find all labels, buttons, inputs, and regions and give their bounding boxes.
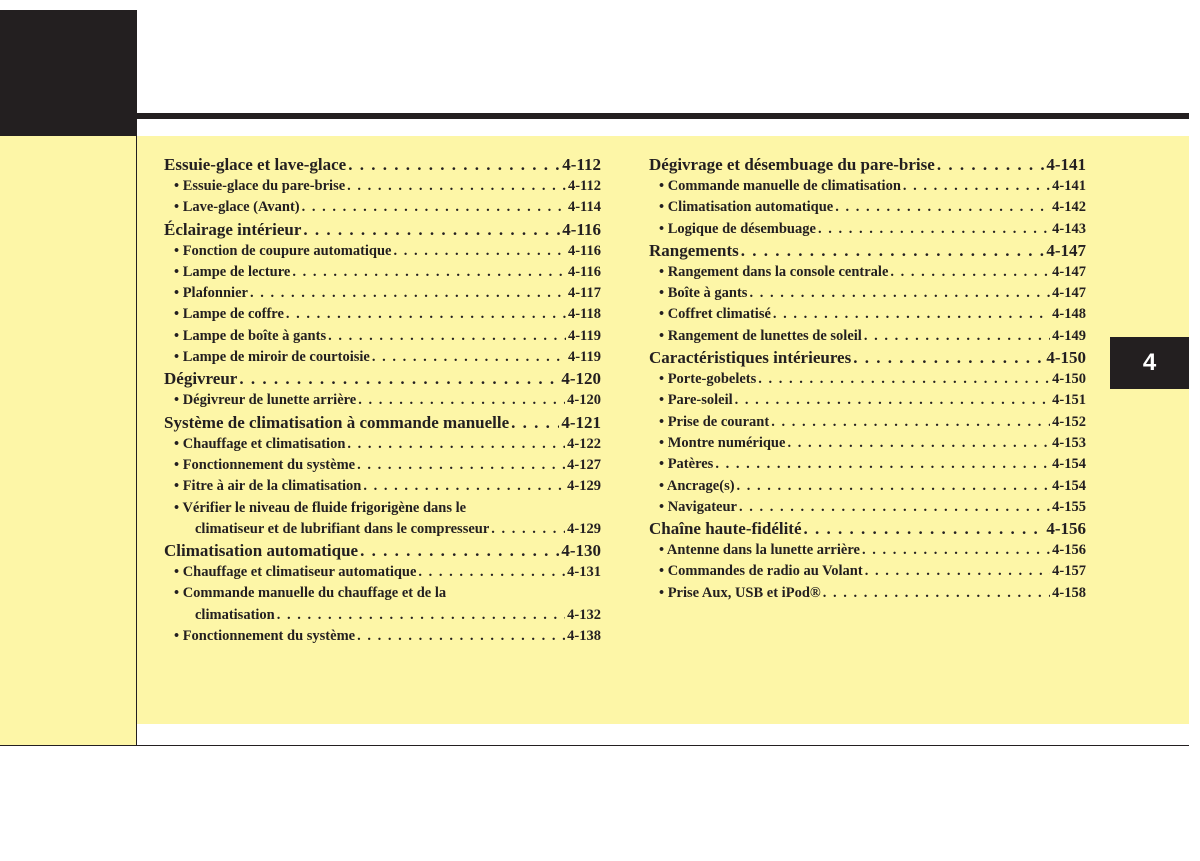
toc-entry-label: • Fonction de coupure automatique	[174, 242, 392, 259]
toc-page-number: 4-119	[567, 327, 601, 344]
toc-subentry[interactable]	[649, 326, 1086, 347]
toc-subentry[interactable]	[649, 583, 1086, 604]
toc-subentry[interactable]	[164, 519, 601, 540]
toc-page-number: 4-116	[562, 219, 601, 239]
toc-entry-label: Climatisation automatique	[164, 541, 359, 561]
toc-entry-label: • Plafonnier	[174, 285, 248, 302]
toc-entry-label: Dégivrage et désembuage du pare-brise	[649, 155, 935, 174]
toc-page-number: 4-152	[1052, 413, 1086, 430]
toc-page-number: 4-150	[1046, 348, 1086, 368]
chapter-tab[interactable]	[1110, 337, 1189, 389]
toc-entry-label: Rangements	[649, 240, 739, 260]
toc-page-number: 4-156	[1052, 542, 1086, 559]
toc-entry-label: • Commande manuelle du chauffage et de la	[174, 585, 447, 602]
toc-page-number: 4-130	[561, 541, 601, 561]
dot-leader	[418, 562, 565, 583]
margin-strip	[0, 136, 137, 746]
toc-page-number: 4-154	[1052, 477, 1086, 494]
dot-leader	[739, 497, 1050, 518]
toc-section-entry[interactable]	[164, 219, 601, 241]
dot-leader	[890, 262, 1050, 283]
dot-leader	[357, 455, 565, 476]
toc-page-number: 4-132	[567, 606, 601, 623]
toc-entry-label: • Lampe de coffre	[174, 306, 284, 323]
toc-subentry[interactable]	[649, 283, 1086, 304]
toc-subentry[interactable]	[164, 241, 601, 262]
toc-entry-label: • Pare-soleil	[659, 392, 733, 409]
toc-subentry[interactable]	[649, 390, 1086, 411]
toc-entry-label: Essuie-glace et lave-glace	[164, 155, 347, 174]
toc-page-number: 4-148	[1052, 306, 1086, 323]
toc-entry-label: • Chauffage et climatiseur automatique	[174, 564, 417, 581]
toc-page-number: 4-153	[1052, 434, 1086, 451]
toc-page-number: 4-149	[1052, 327, 1086, 344]
dot-leader	[348, 154, 560, 176]
dot-leader	[347, 176, 566, 197]
toc-subentry[interactable]	[164, 434, 601, 455]
toc-subentry[interactable]	[649, 454, 1086, 475]
toc-page-number: 4-143	[1052, 220, 1086, 237]
toc-subentry[interactable]	[164, 283, 601, 304]
toc-page-number: 4-118	[567, 306, 601, 323]
dot-leader	[741, 240, 1045, 262]
toc-page-number: 4-127	[567, 456, 601, 473]
dot-leader	[862, 540, 1050, 561]
dot-leader	[771, 412, 1050, 433]
toc-page-number: 4-147	[1052, 285, 1086, 302]
toc-page-number: 4-157	[1052, 563, 1086, 580]
toc-section-entry[interactable]	[164, 412, 601, 434]
toc-page-number: 4-158	[1052, 584, 1086, 601]
toc-subentry[interactable]	[649, 561, 1086, 582]
toc-entry-label: • Lampe de boîte à gants	[174, 327, 327, 344]
toc-entry-label: • Logique de désembuage	[659, 220, 816, 237]
toc-page-number: 4-141	[1052, 178, 1086, 194]
dot-leader	[239, 368, 559, 390]
dot-leader	[347, 434, 565, 455]
footer-rule	[0, 745, 1189, 746]
toc-page-number: 4-150	[1052, 371, 1086, 388]
toc-entry-label: • Ancrage(s)	[659, 477, 735, 494]
dot-leader	[749, 283, 1050, 304]
toc-subentry[interactable]	[164, 562, 601, 583]
toc-subentry[interactable]	[164, 326, 601, 347]
toc-entry-label: Éclairage intérieur	[164, 219, 302, 239]
toc-entry-label: • Coffret climatisé	[659, 306, 771, 323]
dot-leader	[937, 154, 1045, 176]
toc-entry-label: Chaîne haute-fidélité	[649, 519, 802, 539]
toc-entry-label: • Patères	[659, 456, 714, 473]
dot-leader	[372, 347, 566, 368]
toc-entry-label: • Lampe de lecture	[174, 263, 291, 280]
toc-subentry[interactable]	[649, 197, 1086, 218]
toc-page-number: 4-112	[567, 178, 601, 194]
toc-entry-label: climatiseur et de lubrifiant dans le compresseur	[195, 520, 490, 537]
toc-subentry[interactable]	[164, 626, 601, 647]
dot-leader	[864, 326, 1050, 347]
toc-entry-label: Système de climatisation à commande manuelle	[164, 412, 510, 432]
dot-leader	[360, 540, 559, 562]
dot-leader	[804, 518, 1045, 540]
dot-leader	[286, 304, 566, 325]
toc-section-entry[interactable]	[649, 347, 1086, 369]
toc-page-number: 4-147	[1046, 240, 1086, 260]
toc-entry-label: • Vérifier le niveau de fluide frigorigène dans le	[174, 499, 467, 516]
toc-page-number: 4-141	[1046, 155, 1086, 174]
dot-leader	[358, 390, 565, 411]
toc-subentry[interactable]	[649, 497, 1086, 518]
toc-entry-label: • Boîte à gants	[659, 285, 748, 302]
toc-page-number: 4-138	[567, 628, 601, 645]
toc-entry-label: • Antenne dans la lunette arrière	[659, 542, 860, 559]
toc-subentry[interactable]	[649, 262, 1086, 283]
toc-entry-label: • Dégivreur de lunette arrière	[174, 392, 357, 409]
toc-subentry[interactable]	[649, 369, 1086, 390]
toc-entry-label: • Chauffage et climatisation	[174, 435, 346, 452]
toc-entry-label: • Montre numérique	[659, 434, 786, 451]
toc-subentry[interactable]	[164, 390, 601, 411]
chapter-number: 4	[1142, 349, 1157, 376]
dot-leader	[903, 176, 1050, 197]
toc-page-number: 4-116	[567, 242, 601, 259]
dot-leader	[394, 241, 566, 262]
toc-page-number: 4-131	[567, 564, 601, 581]
toc-page-number: 4-112	[562, 155, 601, 174]
header-rule	[137, 113, 1189, 119]
toc-page-number: 4-151	[1052, 392, 1086, 409]
toc-section-entry[interactable]	[649, 240, 1086, 262]
toc-subentry[interactable]	[649, 412, 1086, 433]
toc-page-number: 4-120	[561, 369, 601, 389]
toc-subentry[interactable]	[164, 455, 601, 476]
toc-subentry[interactable]	[164, 176, 601, 197]
dot-leader	[250, 283, 566, 304]
toc-page-number: 4-121	[561, 412, 601, 432]
header-black-block	[0, 10, 137, 136]
dot-leader	[835, 197, 1050, 218]
dot-leader	[758, 369, 1050, 390]
dot-leader	[363, 476, 565, 497]
toc-entry-label: • Lampe de miroir de courtoisie	[174, 349, 370, 366]
dot-leader	[328, 326, 566, 347]
dot-leader	[277, 605, 565, 626]
toc-subentry[interactable]	[164, 583, 601, 604]
toc-entry-label: • Fitre à air de la climatisation	[174, 478, 362, 495]
dot-leader	[818, 219, 1050, 240]
toc-page-number: 4-117	[567, 285, 601, 302]
toc-subentry[interactable]	[649, 219, 1086, 240]
toc-entry-label: • Commandes de radio au Volant	[659, 563, 863, 580]
toc-subentry[interactable]	[164, 605, 601, 626]
dot-leader	[823, 583, 1050, 604]
toc-subentry[interactable]	[649, 433, 1086, 454]
dot-leader	[737, 476, 1051, 497]
toc-page-number: 4-114	[567, 199, 601, 216]
toc-entry-label: • Lave-glace (Avant)	[174, 199, 300, 216]
toc-entry-label: • Rangement dans la console centrale	[659, 263, 889, 280]
toc-entry-label: • Porte-gobelets	[659, 371, 757, 388]
toc-entry-label: • Climatisation automatique	[659, 199, 834, 216]
toc-entry-label: • Essuie-glace du pare-brise	[174, 178, 346, 194]
toc-right-column	[649, 154, 1086, 604]
toc-subentry[interactable]	[164, 262, 601, 283]
toc-page-number: 4-154	[1052, 456, 1086, 473]
toc-page-number: 4-129	[567, 478, 601, 495]
toc-page-number: 4-147	[1052, 263, 1086, 280]
toc-subentry[interactable]	[164, 304, 601, 325]
toc-entry-label: • Commande manuelle de climatisation	[659, 178, 901, 194]
toc-entry-label: • Navigateur	[659, 498, 737, 515]
dot-leader	[735, 390, 1050, 411]
toc-page-number: 4-142	[1052, 199, 1086, 216]
dot-leader	[491, 519, 565, 540]
dot-leader	[303, 219, 560, 241]
toc-subentry[interactable]	[164, 347, 601, 368]
toc-entry-label: Caractéristiques intérieures	[649, 348, 852, 368]
toc-subentry[interactable]	[649, 540, 1086, 561]
toc-page-number: 4-155	[1052, 498, 1086, 515]
dot-leader	[853, 347, 1044, 369]
toc-subentry[interactable]	[649, 476, 1086, 497]
dot-leader	[511, 412, 559, 434]
toc-page-number: 4-129	[567, 520, 601, 537]
toc-subentry[interactable]	[164, 498, 601, 519]
toc-subentry[interactable]	[164, 476, 601, 497]
toc-page-number: 4-120	[567, 392, 601, 409]
toc-section-entry[interactable]	[649, 518, 1086, 540]
dot-leader	[715, 454, 1050, 475]
toc-page-number: 4-122	[567, 435, 601, 452]
toc-entry-label: Dégivreur	[164, 369, 238, 389]
toc-section-entry[interactable]	[649, 154, 1086, 176]
toc-entry-label: • Prise Aux, USB et iPod®	[659, 584, 821, 601]
toc-subentry[interactable]	[649, 304, 1086, 325]
toc-entry-label: • Rangement de lunettes de soleil	[659, 327, 862, 344]
dot-leader	[292, 262, 566, 283]
toc-entry-label: climatisation	[195, 606, 275, 623]
toc-section-entry[interactable]	[164, 368, 601, 390]
toc-entry-label: • Fonctionnement du système	[174, 456, 356, 473]
toc-page-number: 4-116	[567, 263, 601, 280]
toc-entry-label: • Fonctionnement du système	[174, 628, 356, 645]
dot-leader	[773, 304, 1050, 325]
toc-subentry[interactable]	[649, 176, 1086, 197]
dot-leader	[357, 626, 565, 647]
dot-leader	[865, 561, 1050, 582]
toc-subentry[interactable]	[164, 197, 601, 218]
dot-leader	[787, 433, 1050, 454]
toc-entry-label: • Prise de courant	[659, 413, 770, 430]
dot-leader	[302, 197, 566, 218]
toc-section-entry[interactable]	[164, 154, 601, 176]
toc-section-entry[interactable]	[164, 540, 601, 562]
toc-page-number: 4-119	[567, 349, 601, 366]
toc-page-number: 4-156	[1046, 519, 1086, 539]
toc-left-column	[164, 154, 601, 647]
margin-divider	[136, 136, 137, 746]
